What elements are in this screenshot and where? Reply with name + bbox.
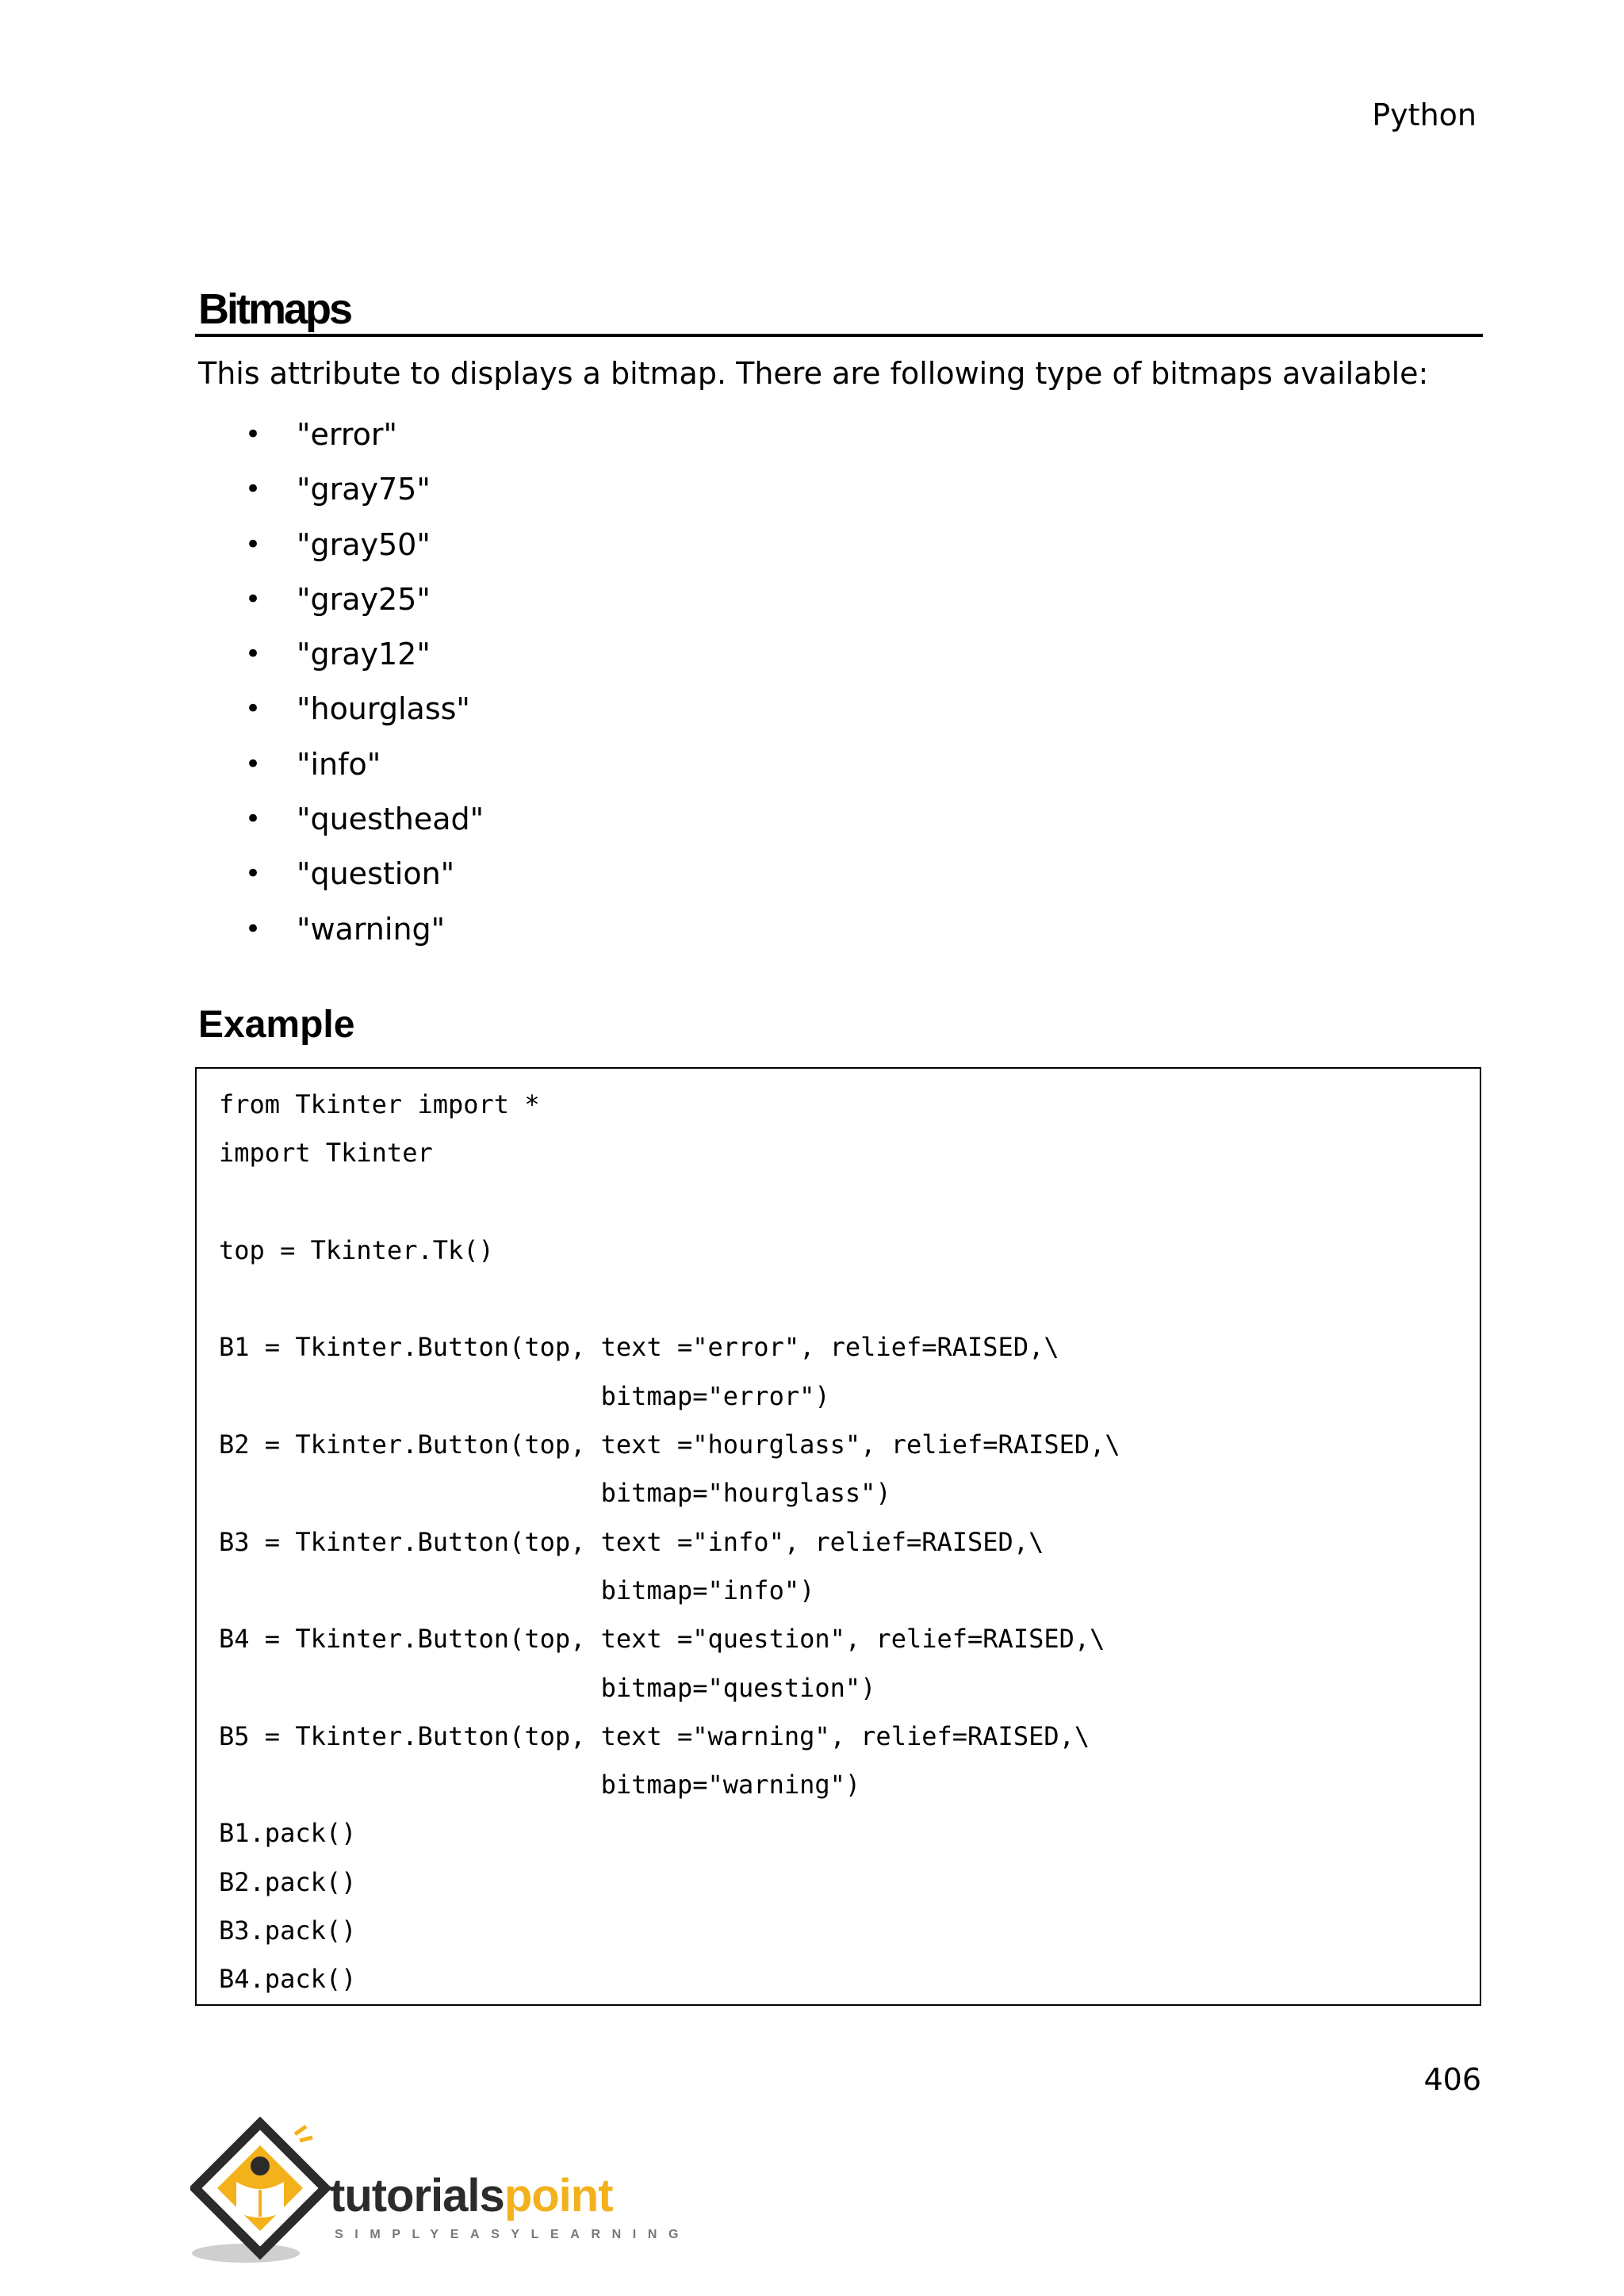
logo-word-point: point <box>504 2170 613 2221</box>
intro-paragraph: This attribute to displays a bitmap. There are following type of bitmaps available: <box>198 356 1429 391</box>
code-line: bitmap="info") <box>219 1575 815 1605</box>
bullet-icon: • <box>245 473 262 506</box>
bullet-icon: • <box>245 528 262 561</box>
bitmap-name: "gray50" <box>297 526 431 562</box>
code-line: B2 = Tkinter.Button(top, text ="hourglass", relief=RAISED,\ <box>219 1429 1120 1460</box>
logo-wordmark <box>330 2171 613 2221</box>
tutorialspoint-logo <box>190 2117 691 2267</box>
code-line: B1.pack() <box>219 1818 357 1849</box>
code-line <box>219 1280 1120 1329</box>
page-number: 406 <box>1423 2062 1481 2097</box>
logo-tagline: SIMPLYEASYLEARNING <box>335 2228 691 2241</box>
bullet-icon: • <box>245 583 262 615</box>
section-title: Bitmaps <box>198 285 351 333</box>
bullet-icon: • <box>245 913 262 945</box>
bullet-icon: • <box>245 638 262 671</box>
logo-mark-icon <box>190 2117 333 2267</box>
example-heading: Example <box>198 1004 355 1046</box>
code-line: import Tkinter <box>219 1138 433 1169</box>
code-line: B4.pack() <box>219 1964 357 1995</box>
code-block <box>195 1067 1481 2006</box>
code-line <box>219 1184 1120 1232</box>
bitmap-name: "gray25" <box>297 581 431 617</box>
bitmap-name: "info" <box>297 746 381 782</box>
code-line: bitmap="error") <box>219 1380 830 1411</box>
code-lines <box>219 1086 1120 2010</box>
code-line: B4 = Tkinter.Button(top, text ="question", relief=RAISED,\ <box>219 1624 1105 1655</box>
bullet-icon: • <box>245 419 262 450</box>
bitmap-name: "warning" <box>297 911 446 947</box>
bitmap-name: "question" <box>297 856 455 892</box>
code-line: top = Tkinter.Tk() <box>219 1234 494 1265</box>
bullet-icon: • <box>245 748 262 780</box>
code-line: B2.pack() <box>219 1866 357 1897</box>
bullet-icon: • <box>245 803 262 836</box>
code-line: B1 = Tkinter.Button(top, text ="error", relief=RAISED,\ <box>219 1332 1059 1363</box>
bullet-icon: • <box>245 858 262 890</box>
bitmap-name: "questhead" <box>297 802 485 837</box>
bitmap-name: "error" <box>297 417 397 452</box>
code-line: bitmap="hourglass") <box>219 1478 891 1509</box>
code-line: bitmap="question") <box>219 1672 876 1703</box>
bullet-icon: • <box>245 693 262 725</box>
code-line: B5 = Tkinter.Button(top, text ="warning", relief=RAISED,\ <box>219 1720 1090 1751</box>
bitmap-name: "hourglass" <box>297 691 470 727</box>
code-line: bitmap="warning") <box>219 1770 861 1800</box>
bitmap-name: "gray12" <box>297 637 431 672</box>
code-line: B3.pack() <box>219 1915 357 1946</box>
logo-word-tutorials: tutorials <box>330 2170 504 2221</box>
code-line: from Tkinter import * <box>219 1089 540 1119</box>
running-header: Python <box>1372 98 1477 132</box>
code-line: B3 = Tkinter.Button(top, text ="info", relief=RAISED,\ <box>219 1526 1044 1557</box>
bitmap-name: "gray75" <box>297 472 431 507</box>
section-title-rule <box>195 334 1483 337</box>
